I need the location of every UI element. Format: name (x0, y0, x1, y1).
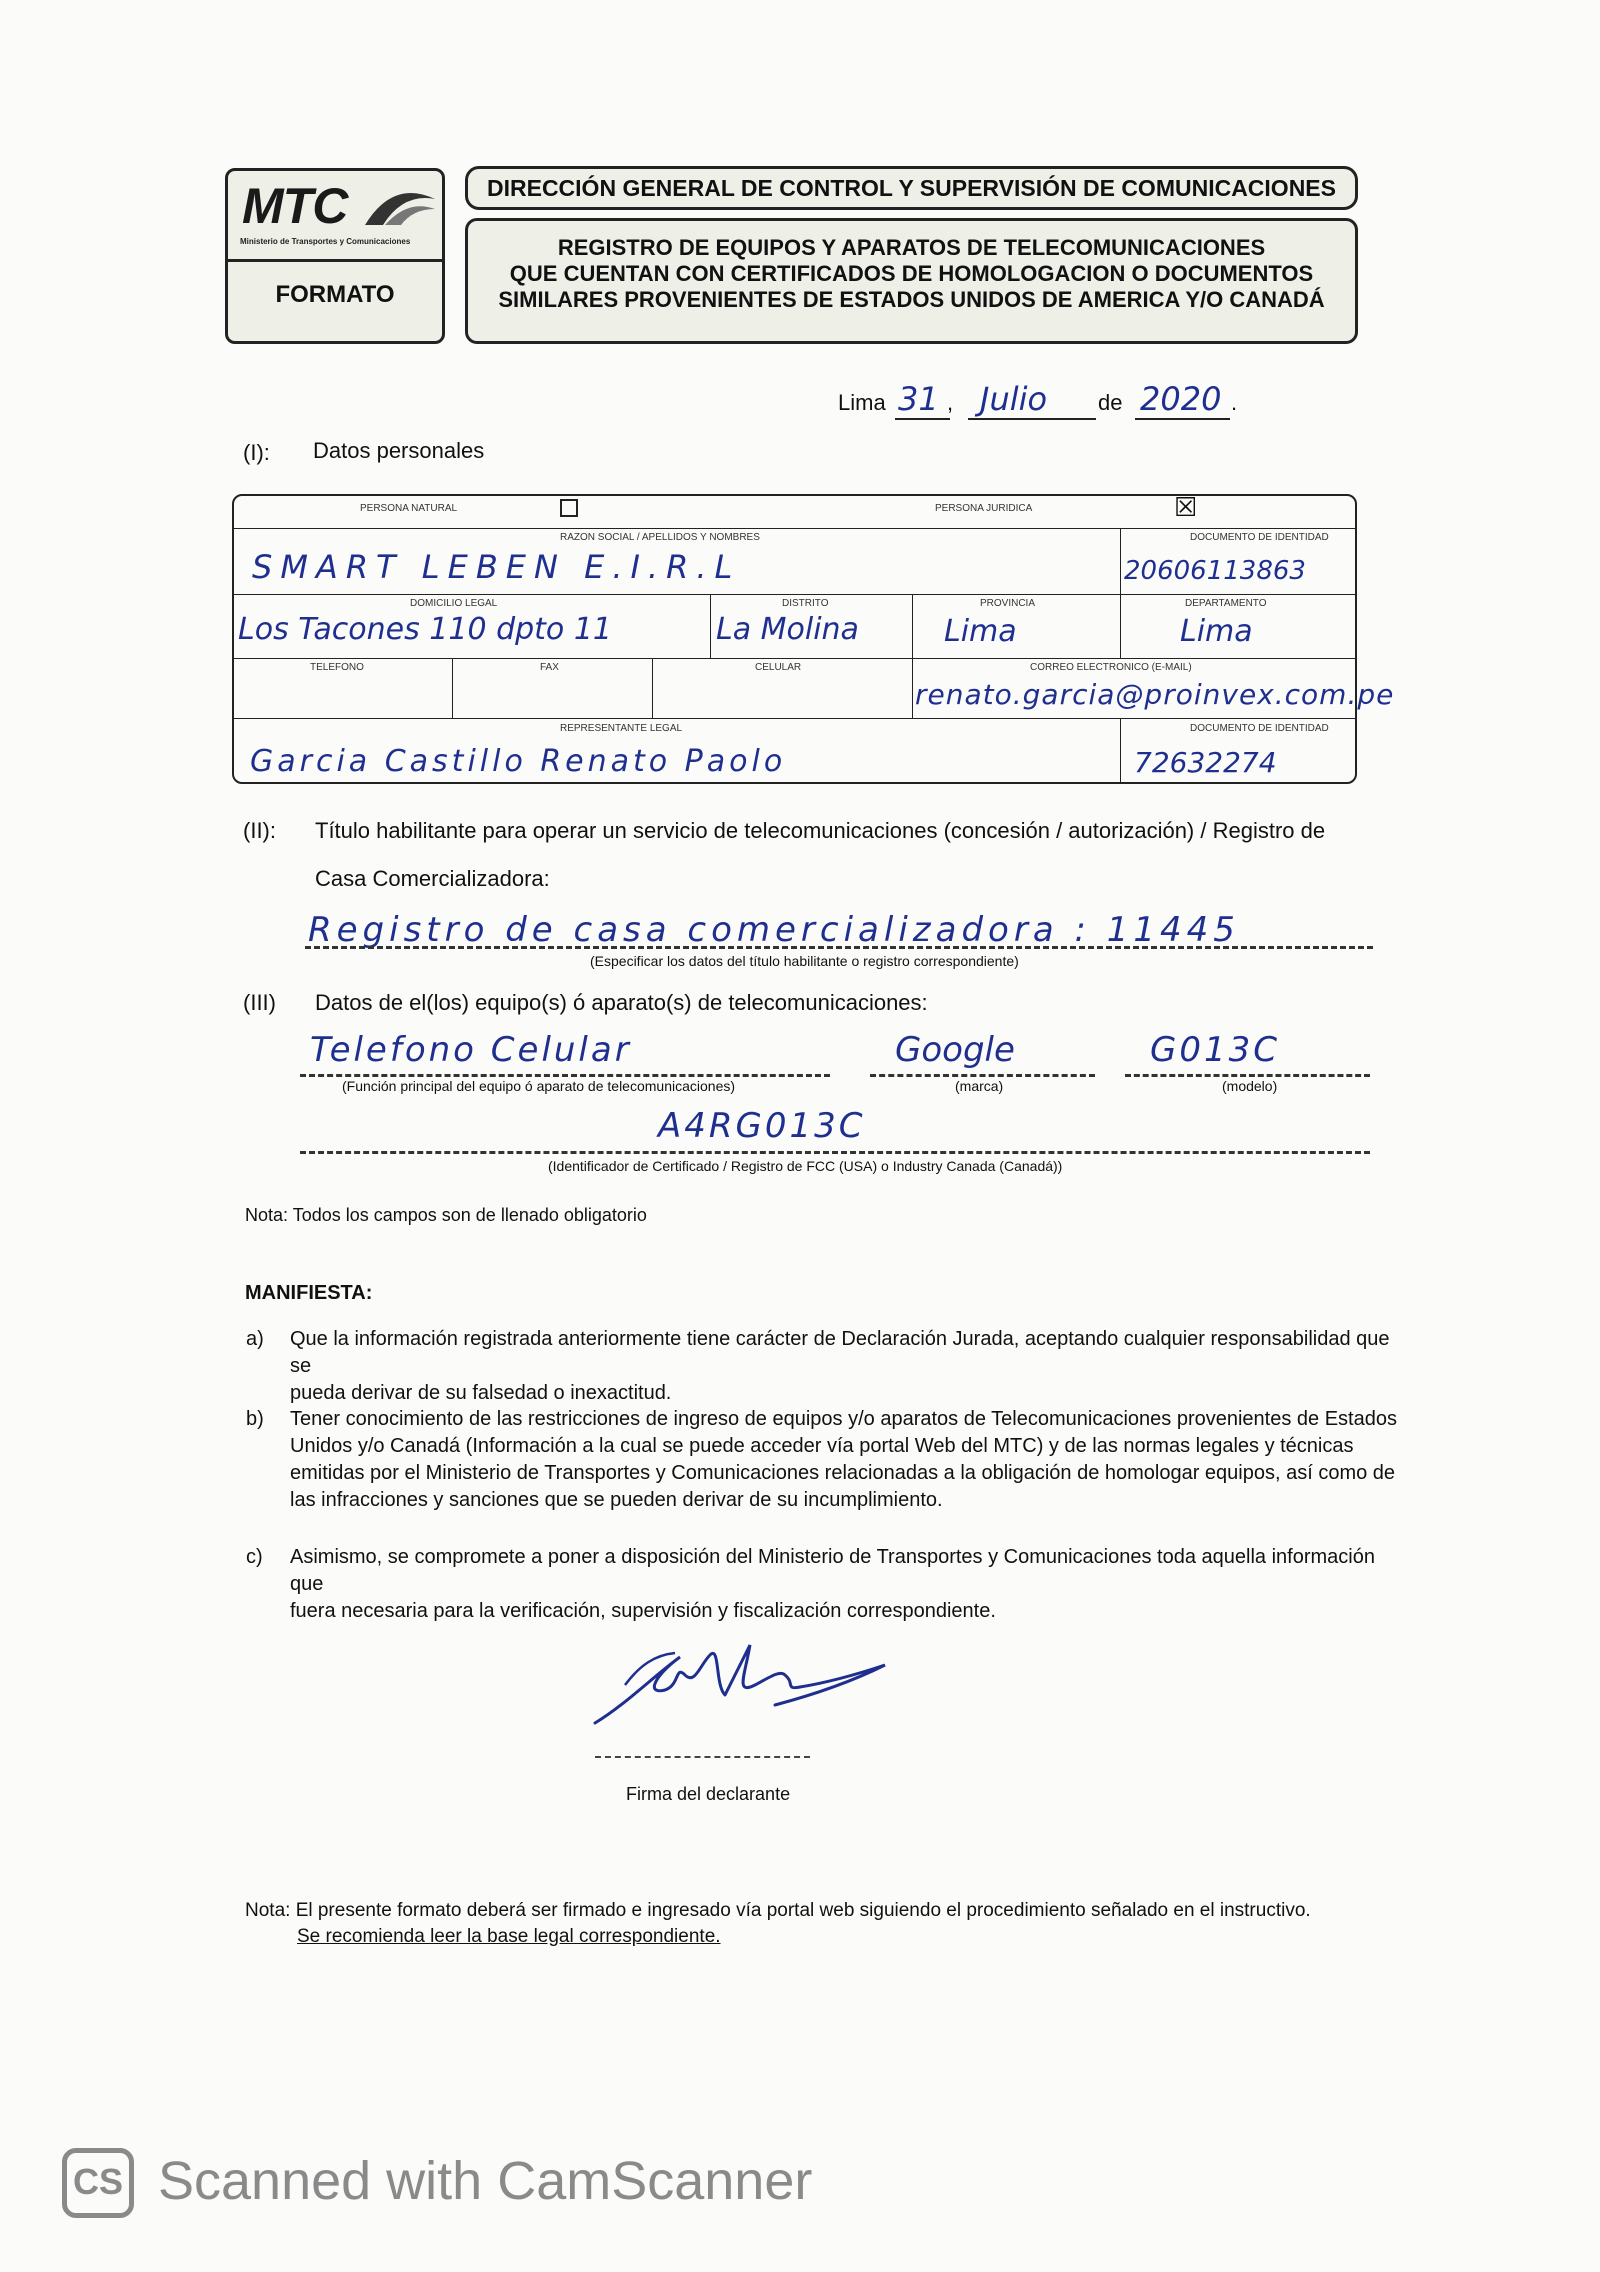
persona-juridica-label: PERSONA JURIDICA (935, 503, 1033, 514)
row-divider (232, 594, 1357, 595)
modelo-value[interactable]: G013C (1150, 1030, 1280, 1070)
manifiesta-line: Unidos y/o Canadá (Información a la cual se puede acceder vía portal Web del MTC) y de las normas legales y técnicas (290, 1435, 1354, 1457)
date-comma: , (947, 390, 954, 415)
date-dot: . (1231, 390, 1238, 415)
funcion-line (300, 1074, 830, 1077)
provincia-value[interactable]: Lima (944, 614, 1017, 649)
row-divider (232, 658, 1357, 659)
date-city: Lima (838, 390, 886, 415)
section2-number: (II): (243, 818, 276, 843)
logo-area (228, 171, 442, 262)
marca-caption: (marca) (955, 1078, 1004, 1094)
identificador-line (300, 1151, 1370, 1154)
form-title-line: QUE CUENTAN CON CERTIFICADOS DE HOMOLOGACION O DOCUMENTOS (509, 261, 1314, 286)
razon-social-value[interactable]: SMART LEBEN E.I.R.L (252, 548, 741, 586)
rep-doc-label: DOCUMENTO DE IDENTIDAD (1190, 723, 1329, 734)
row-divider (232, 528, 1357, 529)
manifiesta-letter-a: a) (246, 1328, 264, 1350)
formato-label: FORMATO (275, 281, 395, 308)
funcion-caption: (Función principal del equipo ó aparato de telecomunicaciones) (342, 1078, 736, 1094)
date-day-line (895, 418, 950, 420)
celular-label: CELULAR (755, 662, 802, 673)
manifiesta-item-c (290, 1544, 1410, 1625)
identificador-caption: (Identificador de Certificado / Registro de FCC (USA) o Industry Canada (Canadá)) (548, 1158, 1063, 1174)
manifiesta-letter-b: b) (246, 1408, 264, 1430)
persona-juridica-checkbox[interactable]: ☒ (1174, 492, 1198, 522)
mtc-logo-box (225, 168, 445, 344)
section3-number: (III) (243, 990, 276, 1015)
manifiesta-line: Asimismo, se compromete a poner a disposición del Ministerio de Transportes y Comunicaciones toda aquella información que (290, 1546, 1375, 1595)
section2-text-2: Casa Comercializadora: (315, 866, 550, 891)
correo-label: CORREO ELECTRONICO (E-MAIL) (1030, 662, 1192, 673)
direccion-title: DIRECCIÓN GENERAL DE CONTROL Y SUPERVISIÓN DE COMUNICACIONES (465, 166, 1358, 210)
firma-label: Firma del declarante (626, 1784, 791, 1804)
col-divider (452, 658, 453, 718)
modelo-line (1125, 1074, 1370, 1077)
departamento-label: DEPARTAMENTO (1185, 598, 1267, 609)
section1-title: Datos personales (313, 438, 485, 463)
date-month-line (968, 418, 1096, 420)
titulo-habilitante-line (305, 946, 1373, 949)
razon-social-label: RAZON SOCIAL / APELLIDOS Y NOMBRES (560, 532, 760, 543)
titulo-habilitante-caption: (Especificar los datos del título habilitante o registro correspondiente) (590, 953, 1019, 969)
col-divider (1120, 528, 1121, 658)
col-divider (912, 658, 913, 718)
section1-number: (I): (243, 440, 270, 465)
doc-identidad-label: DOCUMENTO DE IDENTIDAD (1190, 532, 1329, 543)
col-divider (912, 594, 913, 658)
identificador-value[interactable]: A4RG013C (658, 1106, 866, 1146)
camscanner-logo: CS (62, 2148, 134, 2218)
row-divider (232, 718, 1357, 719)
manifiesta-item-b (290, 1406, 1410, 1514)
form-title (465, 218, 1358, 344)
persona-natural-label: PERSONA NATURAL (360, 503, 458, 514)
distrito-label: DISTRITO (782, 598, 829, 609)
logo-subtitle: Ministerio de Transportes y Comunicaciones (240, 237, 411, 246)
manifiesta-line: emitidas por el Ministerio de Transportes y Comunicaciones relacionadas a la obligación de homologar equipos, así como de (290, 1462, 1396, 1484)
nota-obligatorio: Nota: Todos los campos son de llenado obligatorio (245, 1205, 647, 1225)
funcion-value[interactable]: Telefono Celular (310, 1030, 632, 1070)
signature-line (595, 1756, 810, 1758)
manifiesta-letter-c: c) (246, 1546, 263, 1568)
departamento-value[interactable]: Lima (1180, 614, 1253, 649)
section3-text: Datos de el(los) equipo(s) ó aparato(s) de telecomunicaciones: (315, 990, 928, 1015)
fax-label: FAX (540, 662, 559, 673)
col-divider (1120, 718, 1121, 784)
domicilio-label: DOMICILIO LEGAL (410, 598, 498, 609)
date-de: de (1098, 390, 1123, 415)
date-year-line (1135, 418, 1230, 420)
date-day: 31 (898, 380, 939, 418)
wave-logo-icon (363, 179, 438, 229)
doc-identidad-value[interactable]: 20606113863 (1124, 556, 1306, 586)
date-year: 2020 (1140, 380, 1222, 418)
titulo-habilitante-value[interactable]: Registro de casa comercializadora : 11445 (308, 910, 1240, 950)
domicilio-value[interactable]: Los Tacones 110 dpto 11 (238, 612, 612, 647)
telefono-label: TELEFONO (310, 662, 364, 673)
manifiesta-item-a (290, 1326, 1410, 1407)
rep-doc-value[interactable]: 72632274 (1134, 746, 1277, 779)
form-title-line: SIMILARES PROVENIENTES DE ESTADOS UNIDOS DE AMERICA Y/O CANADÁ (498, 287, 1325, 312)
manifiesta-line: Que la información registrada anteriormente tiene carácter de Declaración Jurada, aceptando cualquier responsabilidad que se (290, 1328, 1390, 1377)
manifiesta-title: MANIFIESTA: (245, 1282, 373, 1304)
representante-label: REPRESENTANTE LEGAL (560, 723, 683, 734)
manifiesta-line: las infracciones y sanciones que se pueden derivar de su incumplimiento. (290, 1489, 943, 1511)
section2-text: Título habilitante para operar un servicio de telecomunicaciones (concesión / autorización) / Registro de (315, 818, 1326, 843)
mtc-logo: MTC (242, 178, 348, 234)
provincia-label: PROVINCIA (980, 598, 1036, 609)
nota-formato: Nota: El presente formato deberá ser firmado e ingresado vía portal web siguiendo el procedimiento señalado en el instructivo. (245, 1900, 1311, 1921)
persona-natural-checkbox[interactable] (560, 499, 578, 517)
correo-value[interactable]: renato.garcia@proinvex.com.pe (915, 678, 1395, 711)
marca-value[interactable]: Google (895, 1030, 1015, 1070)
marca-line (870, 1074, 1095, 1077)
camscanner-watermark: Scanned with CamScanner (158, 2151, 813, 2211)
col-divider (652, 658, 653, 718)
distrito-value[interactable]: La Molina (716, 612, 859, 647)
base-legal-link[interactable]: Se recomienda leer la base legal correspondiente. (297, 1926, 721, 1947)
form-title-line: REGISTRO DE EQUIPOS Y APARATOS DE TELECOMUNICACIONES (557, 235, 1266, 260)
col-divider (710, 594, 711, 658)
manifiesta-line: Tener conocimiento de las restricciones de ingreso de equipos y/o aparatos de Telecomunicaciones provenientes de Estados (290, 1408, 1397, 1430)
signature-image (585, 1635, 895, 1735)
date-month: Julio (980, 380, 1048, 418)
manifiesta-line: pueda derivar de su falsedad o inexactitud. (290, 1382, 672, 1404)
modelo-caption: (modelo) (1222, 1078, 1278, 1094)
representante-value[interactable]: Garcia Castillo Renato Paolo (250, 744, 787, 779)
manifiesta-line: fuera necesaria para la verificación, supervisión y fiscalización correspondiente. (290, 1600, 996, 1622)
